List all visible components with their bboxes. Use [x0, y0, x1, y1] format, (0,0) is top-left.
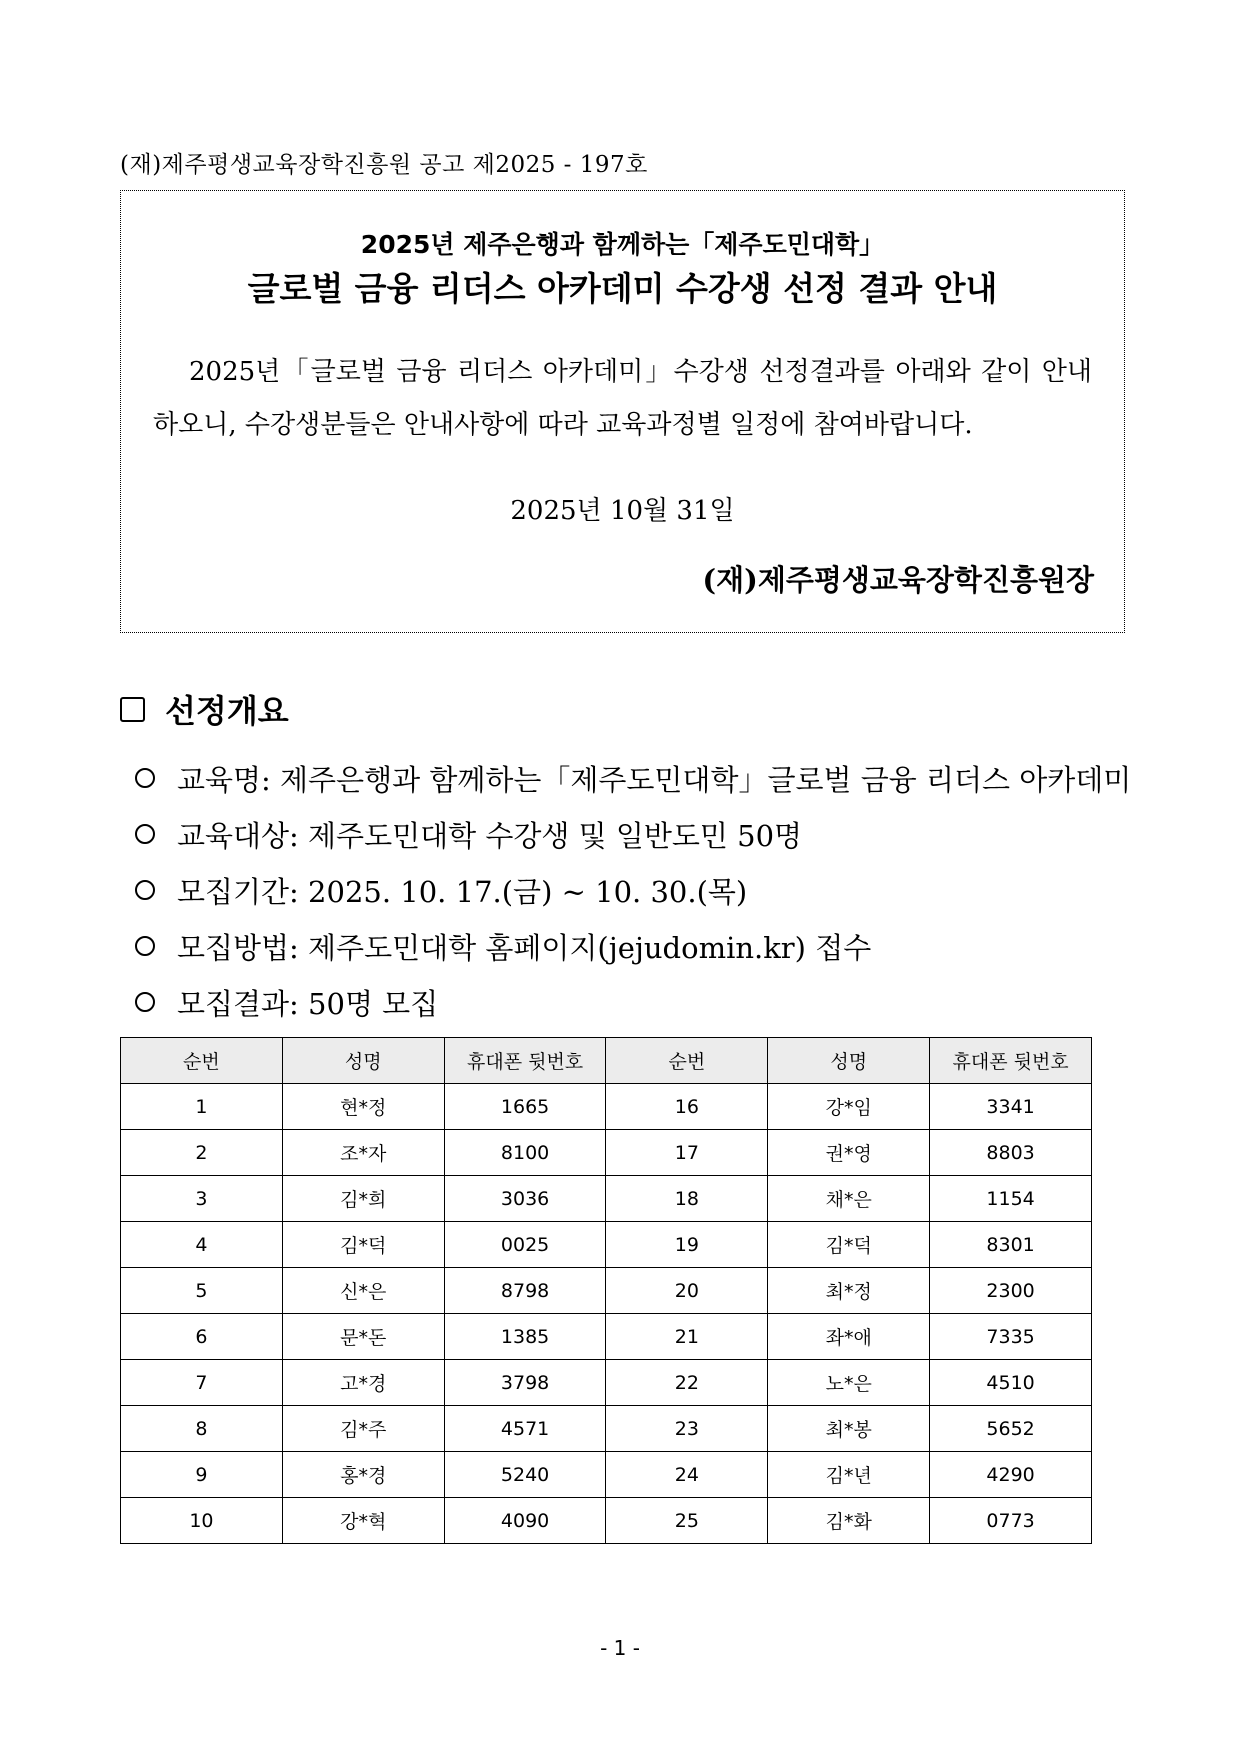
title-line-2: 글로벌 금융 리더스 아카데미 수강생 선정 결과 안내	[247, 269, 998, 308]
table-cell: 문*돈	[282, 1314, 444, 1360]
table-cell: 7	[121, 1360, 283, 1406]
signature: (재)제주평생교육장학진흥원장	[702, 563, 1094, 597]
column-header: 휴대폰 뒷번호	[930, 1038, 1092, 1084]
list-item: 모집방법: 제주도민대학 홈페이지(jejudomin.kr) 접수	[135, 918, 1131, 974]
circle-bullet-icon	[135, 880, 155, 900]
table-cell: 신*은	[282, 1268, 444, 1314]
title-line-1: 2025년 제주은행과 함께하는「제주도민대학」	[360, 230, 885, 259]
table-row	[121, 1176, 1092, 1222]
table-cell: 권*영	[768, 1130, 930, 1176]
table-cell: 8301	[930, 1222, 1092, 1268]
table-row	[121, 1498, 1092, 1544]
page-number: - 1 -	[600, 1636, 640, 1660]
table-cell: 6	[121, 1314, 283, 1360]
table-cell: 4290	[930, 1452, 1092, 1498]
table-cell: 홍*경	[282, 1452, 444, 1498]
table-cell: 1385	[444, 1314, 606, 1360]
table-cell: 21	[606, 1314, 768, 1360]
list-item: 교육대상: 제주도민대학 수강생 및 일반도민 50명	[135, 806, 1131, 862]
table-header-row	[121, 1038, 1092, 1084]
table-row	[121, 1268, 1092, 1314]
table-cell: 1	[121, 1084, 283, 1130]
table-cell: 0025	[444, 1222, 606, 1268]
table-cell: 김*화	[768, 1498, 930, 1544]
table-row	[121, 1130, 1092, 1176]
table-row	[121, 1360, 1092, 1406]
table-cell: 23	[606, 1406, 768, 1452]
column-header: 성명	[282, 1038, 444, 1084]
table-cell: 4510	[930, 1360, 1092, 1406]
table-cell: 10	[121, 1498, 283, 1544]
list-item: 교육명: 제주은행과 함께하는「제주도민대학」글로벌 금융 리더스 아카데미	[135, 750, 1131, 806]
table-cell: 강*임	[768, 1084, 930, 1130]
table-cell: 24	[606, 1452, 768, 1498]
table-cell: 22	[606, 1360, 768, 1406]
table-cell: 김*덕	[768, 1222, 930, 1268]
table-cell: 노*은	[768, 1360, 930, 1406]
circle-bullet-icon	[135, 992, 155, 1012]
circle-bullet-icon	[135, 936, 155, 956]
table-cell: 3798	[444, 1360, 606, 1406]
table-cell: 18	[606, 1176, 768, 1222]
table-cell: 현*정	[282, 1084, 444, 1130]
table-cell: 3036	[444, 1176, 606, 1222]
table-cell: 2	[121, 1130, 283, 1176]
table-row	[121, 1406, 1092, 1452]
circle-bullet-icon	[135, 824, 155, 844]
section-title: 선정개요	[165, 692, 289, 730]
table-cell: 2300	[930, 1268, 1092, 1314]
table-cell: 채*은	[768, 1176, 930, 1222]
table-cell: 4571	[444, 1406, 606, 1452]
list-item: 모집결과: 50명 모집	[135, 974, 1131, 1030]
table-cell: 좌*애	[768, 1314, 930, 1360]
table-row	[121, 1222, 1092, 1268]
table-cell: 4	[121, 1222, 283, 1268]
table-cell: 7335	[930, 1314, 1092, 1360]
table-cell: 5240	[444, 1452, 606, 1498]
table-cell: 8100	[444, 1130, 606, 1176]
column-header: 순번	[121, 1038, 283, 1084]
column-header: 성명	[768, 1038, 930, 1084]
table-cell: 17	[606, 1130, 768, 1176]
table-row	[121, 1084, 1092, 1130]
table-cell: 김*희	[282, 1176, 444, 1222]
table-cell: 0773	[930, 1498, 1092, 1544]
table-cell: 19	[606, 1222, 768, 1268]
table-cell: 3	[121, 1176, 283, 1222]
selection-table	[120, 1037, 1092, 1544]
section-heading	[120, 686, 289, 732]
table-cell: 8798	[444, 1268, 606, 1314]
table-cell: 김*주	[282, 1406, 444, 1452]
table-cell: 8803	[930, 1130, 1092, 1176]
table-cell: 25	[606, 1498, 768, 1544]
notice-number: (재)제주평생교육장학진흥원 공고 제2025 - 197호	[120, 152, 648, 178]
column-header: 휴대폰 뒷번호	[444, 1038, 606, 1084]
overview-list	[135, 750, 1131, 1030]
table-cell: 5	[121, 1268, 283, 1314]
column-header: 순번	[606, 1038, 768, 1084]
announcement-box	[120, 190, 1125, 633]
table-cell: 강*혁	[282, 1498, 444, 1544]
table-cell: 20	[606, 1268, 768, 1314]
announcement-date: 2025년 10월 31일	[510, 496, 735, 526]
circle-bullet-icon	[135, 768, 155, 788]
table-row	[121, 1452, 1092, 1498]
table-cell: 조*자	[282, 1130, 444, 1176]
table-cell: 3341	[930, 1084, 1092, 1130]
announcement-body: 2025년「글로벌 금융 리더스 아카데미」수강생 선정결과를 아래와 같이 안내하오니, 수강생분들은 안내사항에 따라 교육과정별 일정에 참여바랍니다.	[153, 357, 1092, 440]
table-cell: 16	[606, 1084, 768, 1130]
table-cell: 1665	[444, 1084, 606, 1130]
checkbox-square-icon	[120, 697, 145, 722]
table-cell: 8	[121, 1406, 283, 1452]
table-cell: 9	[121, 1452, 283, 1498]
table-cell: 4090	[444, 1498, 606, 1544]
table-cell: 최*봉	[768, 1406, 930, 1452]
table-cell: 최*정	[768, 1268, 930, 1314]
table-cell: 5652	[930, 1406, 1092, 1452]
table-cell: 김*덕	[282, 1222, 444, 1268]
table-cell: 1154	[930, 1176, 1092, 1222]
table-cell: 김*년	[768, 1452, 930, 1498]
table-cell: 고*경	[282, 1360, 444, 1406]
list-item: 모집기간: 2025. 10. 17.(금) ~ 10. 30.(목)	[135, 862, 1131, 918]
table-row	[121, 1314, 1092, 1360]
